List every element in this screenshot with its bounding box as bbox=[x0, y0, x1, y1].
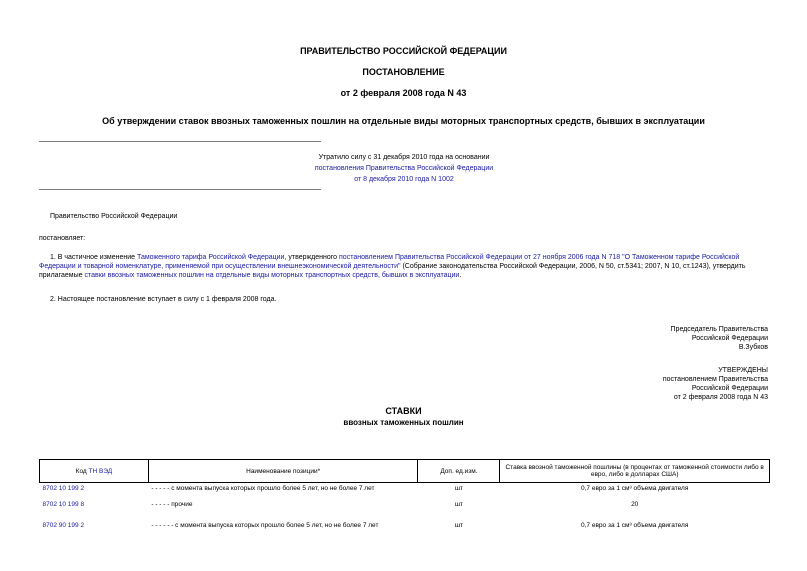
rates-subtitle: ввозных таможенных пошлин bbox=[343, 418, 464, 427]
row-unit: шт bbox=[454, 485, 464, 492]
table-row bbox=[40, 497, 770, 513]
row-name: - - - - - - с момента выпуска которых прошло более 5 лет, но не более 7 лет bbox=[151, 522, 379, 529]
header-code bbox=[40, 460, 149, 483]
paragraph-1 bbox=[39, 253, 774, 280]
row-unit: шт bbox=[454, 522, 464, 529]
document-date-number: от 2 февраля 2008 года N 43 bbox=[340, 88, 467, 98]
row-name: - - - - - прочие bbox=[151, 501, 193, 508]
approval-line-3: Российской Федерации bbox=[691, 385, 768, 392]
signature-block bbox=[671, 325, 768, 352]
resolution-718-link[interactable]: постановлением Правительства Российской Федерации от 27 ноября 2006 года N 718 "О Таможенном тарифе Российской Федерации и товарной номенклатуре, применяемой при осуществлении внешнеэкономической деятельности" bbox=[39, 254, 740, 270]
document-title: Об утверждении ставок ввозных таможенных пошлин на отдельные виды моторных транспортных средств, бывших в эксплуатации bbox=[102, 116, 705, 126]
document-type: ПОСТАНОВЛЕНИЕ bbox=[362, 67, 445, 77]
signature-title: Председатель Правительства bbox=[670, 326, 768, 333]
issuer: Правительство Российской Федерации bbox=[50, 213, 178, 220]
approval-title: УТВЕРЖДЕНЫ bbox=[718, 367, 768, 374]
customs-tariff-link[interactable]: Таможенного тарифа Российской Федерации bbox=[137, 254, 285, 261]
row-rate: 20 bbox=[631, 501, 639, 508]
p1-text-2: , утвержденного bbox=[284, 254, 340, 261]
header-rate: Ставка ввозной таможенной пошлины (в процентах от таможенной стоимости либо в евро, либо в долларах США) bbox=[500, 460, 770, 483]
divider-bottom bbox=[39, 189, 321, 190]
header-code-prefix: Код bbox=[75, 467, 89, 475]
table-header-row bbox=[40, 460, 770, 483]
rates-title: СТАВКИ bbox=[385, 406, 422, 416]
divider-top bbox=[39, 141, 321, 142]
expiry-note bbox=[230, 153, 578, 184]
paragraph-2: 2. Настоящее постановление вступает в силу с 1 февраля 2008 года. bbox=[50, 296, 277, 303]
header-name: Наименование позиции* bbox=[148, 460, 418, 483]
row-name: - - - - - с момента выпуска которых прошло более 5 лет, но не более 7 лет bbox=[151, 485, 375, 492]
signature-name: В.Зубков bbox=[738, 344, 768, 351]
rates-link[interactable]: ставки ввозных таможенных пошлин на отдельные виды моторных транспортных средств, бывших в эксплуатации bbox=[84, 272, 460, 279]
row-code-link[interactable]: 8702 90 199 2 bbox=[42, 522, 85, 529]
row-unit: шт bbox=[454, 501, 464, 508]
signature-country: Российской Федерации bbox=[691, 335, 768, 342]
expiry-note-text: Утратило силу с 31 декабря 2010 года на основании bbox=[318, 154, 490, 161]
header-unit: Доп. ед.изм. bbox=[418, 460, 500, 483]
tn-ved-link[interactable]: ТН ВЭД bbox=[88, 467, 113, 475]
table-row bbox=[40, 483, 770, 498]
government-title: ПРАВИТЕЛЬСТВО РОССИЙСКОЙ ФЕДЕРАЦИИ bbox=[300, 46, 507, 56]
row-code-link[interactable]: 8702 10 199 8 bbox=[42, 501, 85, 508]
expiry-note-link-date[interactable]: от 8 декабря 2010 года N 1002 bbox=[354, 176, 454, 183]
row-rate: 0,7 евро за 1 см³ объема двигателя bbox=[581, 485, 689, 492]
expiry-note-link[interactable]: постановления Правительства Российской Федерации bbox=[314, 165, 494, 172]
table-row bbox=[40, 513, 770, 534]
rates-table bbox=[39, 459, 770, 534]
approval-line-2: постановлением Правительства bbox=[662, 376, 768, 383]
p1-text-1: 1. В частичное изменение bbox=[50, 254, 137, 261]
decrees: постановляет: bbox=[39, 235, 86, 242]
approval-block bbox=[663, 366, 768, 402]
row-code-link[interactable]: 8702 10 199 2 bbox=[42, 485, 85, 492]
p1-text-3: (Собрание законодательства Российской Федерации, 2006, N 50, ст.5341; 2007, N 10, ст.1243), утвердить прилагаемые bbox=[39, 263, 746, 279]
approval-line-4: от 2 февраля 2008 года N 43 bbox=[673, 394, 768, 401]
row-rate: 0,7 евро за 1 см³ объема двигателя bbox=[581, 522, 689, 529]
p1-text-4: . bbox=[459, 272, 462, 279]
